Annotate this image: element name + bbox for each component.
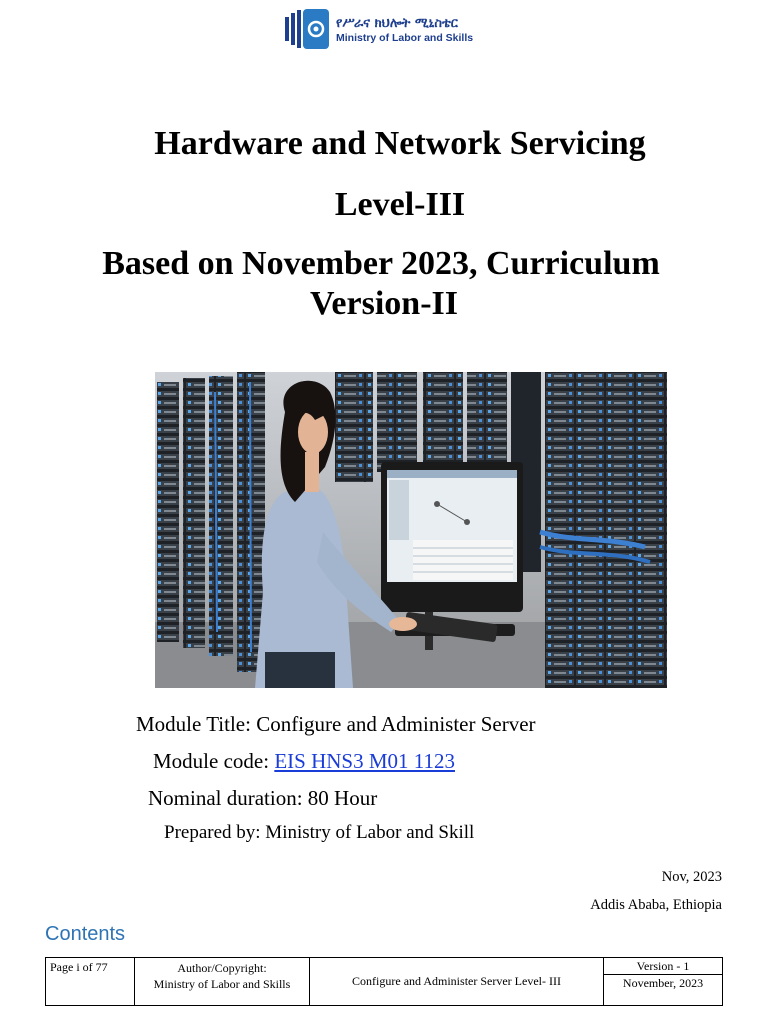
document-version: Version-II [310, 285, 458, 322]
footer-author: Ministry of Labor and Skills [153, 977, 291, 991]
publication-date: Nov, 2023 [661, 869, 722, 885]
prepared-by: Prepared by: Ministry of Labor and Skill [164, 822, 475, 843]
footer-version-cell [604, 958, 722, 1005]
document-level: Level-III [334, 186, 466, 223]
module-title: Module Title: Configure and Administer Server [136, 712, 536, 736]
server-room-photo [155, 372, 667, 688]
module-code-label: Module code: [153, 749, 275, 773]
footer-author-cell [135, 958, 310, 1005]
footer-page-cell: Page i of 77 [46, 958, 135, 1005]
document-curriculum: Based on November 2023, Curriculum [102, 245, 660, 282]
footer-author-label: Author/Copyright: [177, 961, 267, 975]
ministry-logo [285, 8, 485, 50]
module-code-link[interactable]: EIS HNS3 M01 1123 [274, 749, 455, 773]
contents-heading[interactable]: Contents [45, 923, 126, 945]
document-title: Hardware and Network Servicing [154, 125, 646, 162]
logo-english-text: Ministry of Labor and Skills [336, 32, 474, 44]
logo-amharic-text: የሥራና ክህሎት ሚኒስቴር [336, 16, 458, 31]
footer-module-cell: Configure and Administer Server Level- III [310, 958, 604, 1005]
nominal-duration: Nominal duration: 80 Hour [148, 786, 378, 810]
footer-date: November, 2023 [622, 976, 704, 990]
ministry-emblem-icon [285, 9, 331, 49]
module-code [153, 749, 455, 774]
publication-place: Addis Ababa, Ethiopia [590, 897, 722, 913]
footer-version: Version - 1 [604, 958, 722, 975]
page-footer-table [45, 957, 723, 1006]
